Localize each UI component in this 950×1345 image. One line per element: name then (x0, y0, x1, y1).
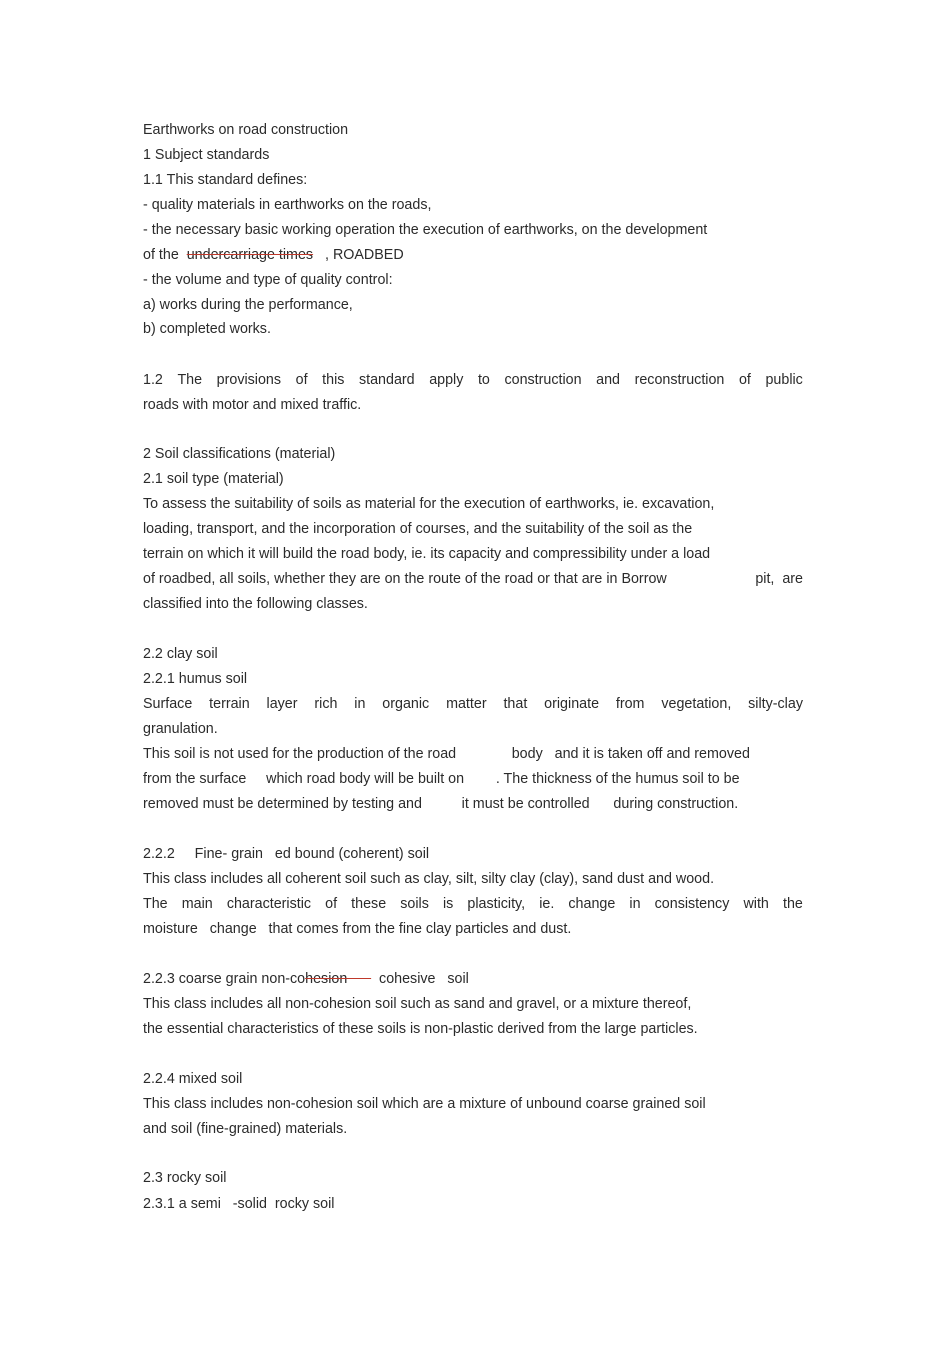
section-2-2-4-line-2: and soil (fine-grained) materials. (143, 1121, 348, 1137)
word: that (503, 696, 528, 712)
section-2-2-2-line-3: moisture change that comes from the fine clay particles and dust. (143, 921, 572, 937)
word: 1.2 (143, 372, 163, 388)
word: The (143, 896, 168, 912)
word: main (181, 896, 213, 912)
word: in (354, 696, 366, 712)
word: originate (544, 696, 600, 712)
section-2-heading: 2 Soil classifications (material) (143, 446, 336, 462)
section-1-1-item-3: - the volume and type of quality control: (143, 272, 393, 288)
word: construction (504, 372, 582, 388)
section-2-2-3-line-1: This class includes all non-cohesion soil such as sand and gravel, or a mixture thereof, (143, 996, 692, 1012)
section-2-2-1-line-2: granulation. (143, 721, 218, 737)
word: apply (429, 372, 464, 388)
word: of (295, 372, 308, 388)
section-2-2-3-line-2: the essential characteristics of these soils is non-plastic derived from the large particles. (143, 1021, 698, 1037)
word: silty-clay (748, 696, 803, 712)
section-2-1-para-line-1: To assess the suitability of soils as material for the execution of earthworks, ie. excavation, (143, 496, 715, 512)
text-fragment: of roadbed, all soils, whether they are on the route of the road or that are in Borrow (143, 571, 667, 587)
section-1-1-item-a: a) works during the performance, (143, 297, 353, 313)
text-fragment: cohesive soil (371, 971, 469, 987)
struck-text: undercarriage times (186, 247, 314, 263)
word: provisions (216, 372, 282, 388)
word: vegetation, (661, 696, 732, 712)
word: matter (446, 696, 487, 712)
word: soils (400, 896, 429, 912)
section-1-1-item-b: b) completed works. (143, 321, 271, 337)
section-2-2-1-line-3: This soil is not used for the production of the road body and it is taken off and removed (143, 746, 750, 762)
section-2-2-4-heading: 2.2.4 mixed soil (143, 1071, 243, 1087)
word: The (177, 372, 203, 388)
word: organic (382, 696, 430, 712)
word: of (738, 372, 751, 388)
section-1-heading: 1 Subject standards (143, 147, 270, 163)
word: ie. (539, 896, 555, 912)
word: layer (266, 696, 298, 712)
word: rich (314, 696, 338, 712)
text-fragment: of the (143, 247, 187, 263)
section-2-1-para-line-4 (143, 570, 803, 588)
text-fragment: , ROADBED (313, 247, 404, 263)
word: standard (358, 372, 415, 388)
word: in (629, 896, 641, 912)
word: to (477, 372, 490, 388)
word: Surface (143, 696, 193, 712)
text-fragment: pit, are (755, 571, 803, 587)
word: the (782, 896, 803, 912)
word: plasticity, (467, 896, 526, 912)
word: reconstruction (634, 372, 725, 388)
word: change (568, 896, 616, 912)
section-2-3-heading: 2.3 rocky soil (143, 1170, 227, 1186)
struck-text: hesion (305, 971, 372, 987)
word: terrain (209, 696, 250, 712)
word: of (325, 896, 338, 912)
section-1-1-heading: 1.1 This standard defines: (143, 172, 308, 188)
section-1-1-item-2-line-1: - the necessary basic working operation the execution of earthworks, on the development (143, 222, 708, 238)
word: is (442, 896, 454, 912)
section-2-2-1-line-4: from the surface which road body will be built on . The thickness of the humus soil to be (143, 771, 740, 787)
section-2-2-2-heading: 2.2.2 Fine- grain ed bound (coherent) soil (143, 846, 430, 862)
section-2-3-1-heading: 2.3.1 a semi -solid rocky soil (143, 1196, 335, 1212)
document-title: Earthworks on road construction (143, 122, 349, 138)
section-1-2-line-1 (143, 371, 803, 389)
section-2-1-para-line-3: terrain on which it will build the road body, ie. its capacity and compressibility under a load (143, 546, 711, 562)
word: these (351, 896, 387, 912)
section-2-1-para-line-2: loading, transport, and the incorporation of courses, and the suitability of the soil as the (143, 521, 693, 537)
word: consistency (654, 896, 730, 912)
word: this (322, 372, 345, 388)
section-2-2-1-heading: 2.2.1 humus soil (143, 671, 248, 687)
section-2-2-3-heading (143, 970, 469, 988)
section-2-2-4-line-1: This class includes non-cohesion soil which are a mixture of unbound coarse grained soil (143, 1096, 706, 1112)
section-2-1-heading: 2.1 soil type (material) (143, 471, 284, 487)
section-2-1-para-line-5: classified into the following classes. (143, 596, 368, 612)
word: characteristic (226, 896, 312, 912)
section-2-2-2-line-1: This class includes all coherent soil such as clay, silt, silty clay (clay), sand dust and wood. (143, 871, 715, 887)
section-2-2-2-line-2 (143, 895, 803, 913)
word: with (743, 896, 769, 912)
section-1-1-item-2-line-2 (143, 246, 404, 264)
word: and (596, 372, 620, 388)
word: public (765, 372, 803, 388)
section-1-2-line-2: roads with motor and mixed traffic. (143, 397, 362, 413)
section-2-2-heading: 2.2 clay soil (143, 646, 218, 662)
text-fragment: 2.2.3 coarse grain non-co (143, 971, 306, 987)
section-2-2-1-line-5: removed must be determined by testing and it must be controlled during construction. (143, 796, 739, 812)
section-1-1-item-1: - quality materials in earthworks on the roads, (143, 197, 432, 213)
section-2-2-1-line-1 (143, 695, 803, 713)
word: from (615, 696, 645, 712)
